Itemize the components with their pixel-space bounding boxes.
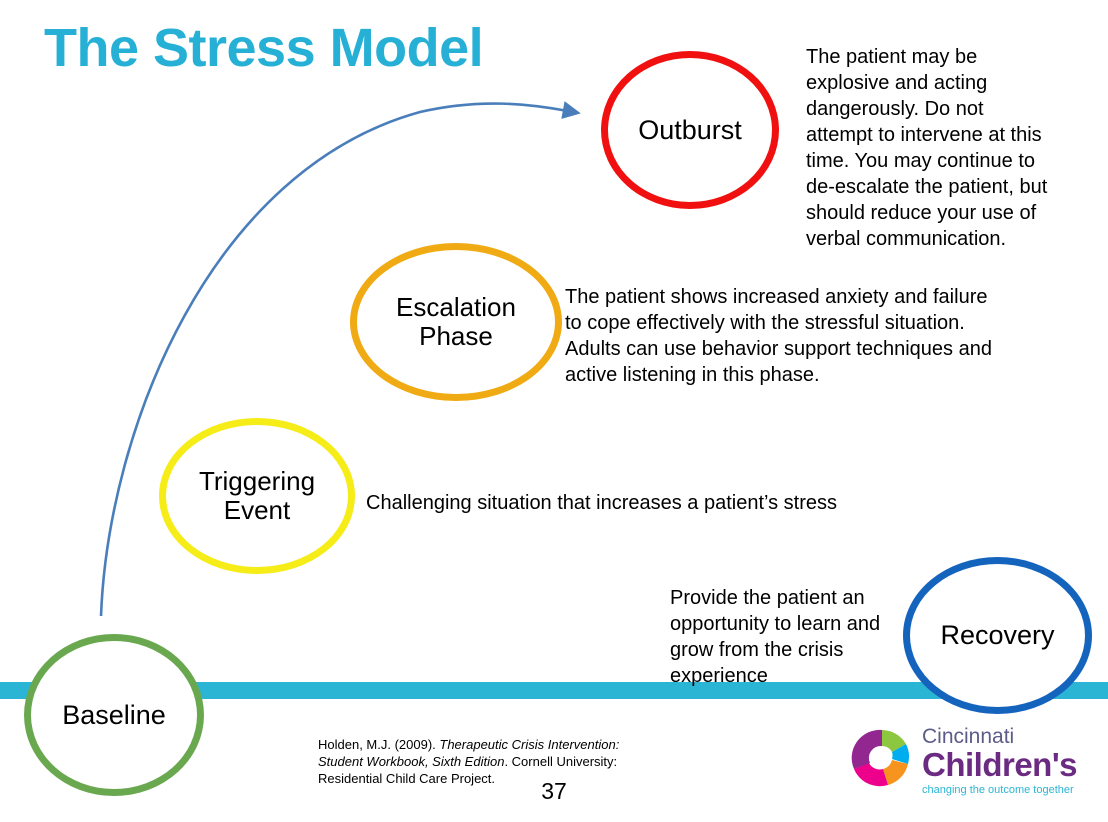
logo-tagline: changing the outcome together <box>922 783 1074 796</box>
logo-wordmark <box>922 725 1078 799</box>
logo-line-childrens: Children's <box>922 746 1078 784</box>
page-number: 37 <box>541 778 567 804</box>
citation-author: Holden, M.J. (2009). <box>318 737 440 752</box>
page-title: The Stress Model <box>44 18 484 78</box>
stage-bubble-recovery[interactable] <box>903 557 1092 714</box>
stage-bubble-escalation[interactable] <box>350 243 562 401</box>
logo-line-cincinnati: Cincinnati <box>922 725 1015 748</box>
stage-label-escalation: Escalation Phase <box>396 291 516 351</box>
stage-description-outburst: The patient may be explosive and acting dangerously. Do not attempt to intervene at this time. You may continue to de-escalate the patient, but should reduce your use of verbal communication. <box>806 46 1048 250</box>
citation-source: . Cornell University: Residential Child Care Project. <box>318 754 618 787</box>
stage-label-outburst: Outburst <box>638 114 742 145</box>
stage-description-triggering: Challenging situation that increases a patient’s stress <box>366 492 838 514</box>
stage-label-recovery: Recovery <box>940 620 1055 651</box>
stage-description-recovery: Provide the patient an opportunity to learn and grow from the crisis experience <box>670 587 881 687</box>
stage-label-triggering: Triggering Event <box>198 465 316 525</box>
stage-label-baseline: Baseline <box>62 699 166 730</box>
stage-bubble-outburst[interactable] <box>601 51 779 209</box>
cincinnati-childrens-logo-icon <box>848 724 916 792</box>
stage-bubble-baseline[interactable] <box>24 634 204 796</box>
stage-description-escalation: The patient shows increased anxiety and failure to cope effectively with the stressful situation. Adults can use behavior support techniques and active listening in this phase. <box>565 286 992 386</box>
organization-logo <box>848 722 1078 806</box>
stage-bubble-triggering[interactable] <box>159 418 355 574</box>
citation-work: Therapeutic Crisis Intervention: Student Workbook, Sixth Edition <box>318 737 620 770</box>
